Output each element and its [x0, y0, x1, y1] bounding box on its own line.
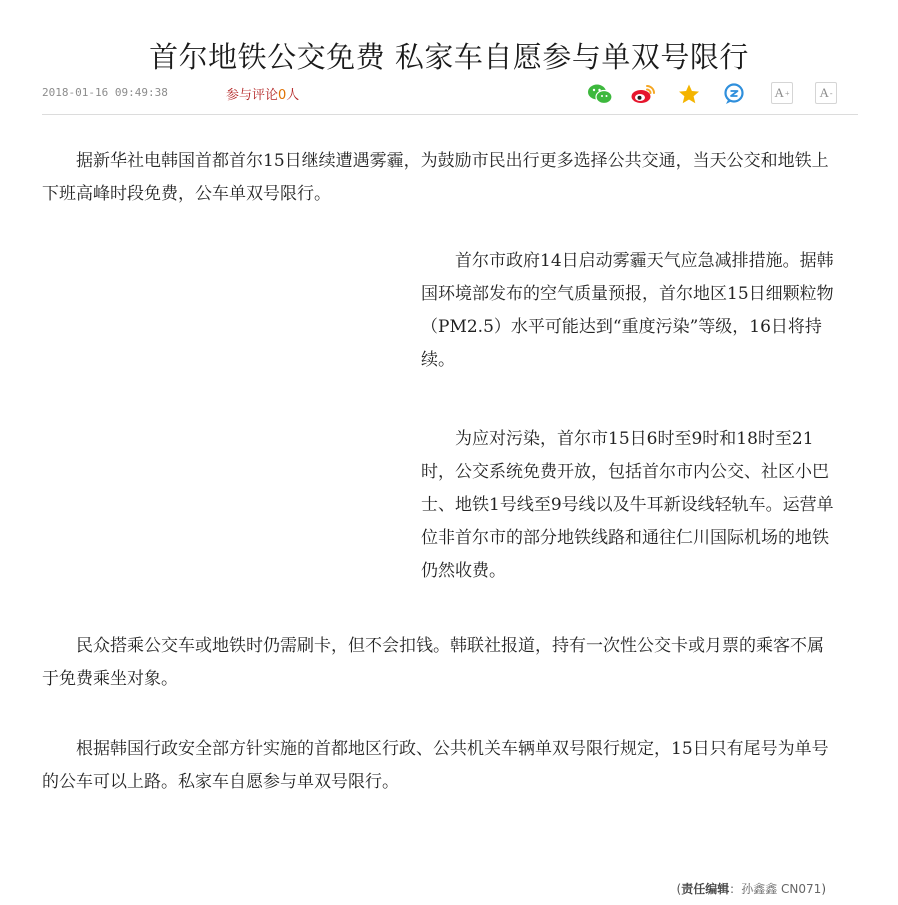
share-weibo-button[interactable]: [630, 81, 656, 107]
favorite-star-icon: [677, 83, 701, 105]
font-decrease-button[interactable]: [815, 82, 837, 104]
editor-close-paren: ): [821, 882, 826, 896]
font-decrease-sup: -: [829, 88, 833, 98]
editor-name: 孙鑫鑫 CN071: [741, 882, 822, 896]
article-meta-bar: [42, 78, 858, 115]
article-title: 首尔地铁公交免费 私家车自愿参与单双号限行: [149, 40, 749, 75]
editor-label: 责任编辑: [681, 882, 730, 896]
font-increase-button[interactable]: [771, 82, 793, 104]
comment-label: 参与评论: [226, 88, 279, 103]
article-paragraph: 根据韩国行政安全部方针实施的首都地区行政、公共机关车辆单双号限行规定，15日只有尾号为单号的公车可以上路。私家车自愿参与单双号限行。: [42, 739, 829, 792]
wechat-icon: [587, 83, 613, 105]
article-paragraph: 民众搭乘公交车或地铁时仍需刷卡，但不会扣钱。韩联社报道，持有一次性公交卡或月票的乘客不属于免费乘坐对象。: [42, 636, 824, 689]
share-wechat-button[interactable]: [587, 81, 613, 107]
qzone-icon: [722, 83, 746, 105]
article-paragraph: 为应对污染，首尔市15日6时至9时和18时至21时，公交系统免费开放，包括首尔市内公交、社区小巴士、地铁1号线至9号线以及牛耳新设线轻轨车。运营单位非首尔市的部分地铁线路和通往仁川国际机场的地铁仍然收费。: [421, 429, 834, 581]
comment-link[interactable]: [226, 84, 299, 103]
weibo-icon: [630, 83, 656, 105]
editor-separator: ：: [729, 882, 742, 896]
font-decrease-label: A: [819, 85, 829, 100]
article-paragraph: 据新华社电韩国首都首尔15日继续遭遇雾霾，为鼓励市民出行更多选择公共交通，当天公交和地铁上下班高峰时段免费，公车单双号限行。: [42, 151, 829, 204]
responsible-editor: [677, 880, 826, 897]
article-paragraph: 首尔市政府14日启动雾霾天气应急减排措施。据韩国环境部发布的空气质量预报，首尔地区15日细颗粒物（PM2.5）水平可能达到“重度污染”等级，16日将持续。: [421, 251, 834, 370]
publish-datetime: 2018-01-16 09:49:38: [42, 86, 168, 99]
share-qzone-button[interactable]: [721, 81, 747, 107]
font-increase-sup: +: [784, 88, 790, 98]
comment-count: 0: [278, 88, 287, 103]
favorite-button[interactable]: [676, 81, 702, 107]
editor-open-paren: (: [676, 882, 682, 896]
font-increase-label: A: [774, 85, 784, 100]
comment-unit: 人: [286, 88, 300, 103]
